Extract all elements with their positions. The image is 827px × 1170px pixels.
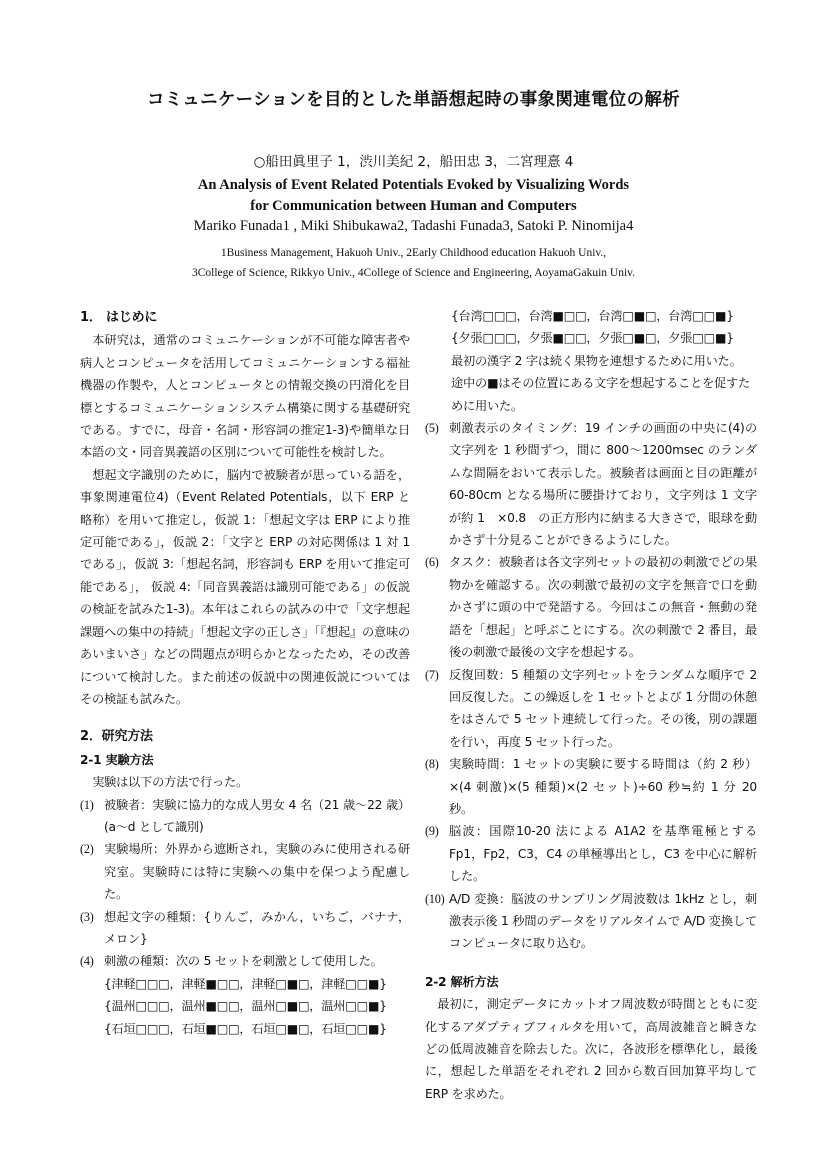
item-text: 反復回数：5 種類の文字列セットをランダムな順序で 2 回反復した。この繰返しを 1 セットとよび 1 分間の休憩をはさんで 5 セット連続して行った。その後，別の課題を行い，再度 5 セット行った。: [449, 667, 757, 749]
stimulus-note: 途中の■はその位置にある文字を想起することを促すために用いた。: [451, 376, 751, 413]
stimulus-set: {津軽□□□，津軽■□□，津軽□■□，津軽□□■}: [104, 976, 387, 991]
list-item: [425, 417, 757, 551]
item-text: 想起文字の種類：{りんご，みかん，いちご，バナナ，メロン}: [104, 909, 410, 946]
item-number: (4): [80, 954, 94, 969]
item-text: 脳波：国際10-20 法による A1A2 を基準電極とする Fp1，Fp2，C3，C4 の単極導出とし，C3 を中心に解析した。: [449, 824, 757, 884]
item-number: (9): [425, 824, 439, 839]
list-item: [80, 794, 410, 839]
item-text: 実験時間：1 セットの実験に要する時間は（約 2 秒）×(4 刺激)×(5 種類)×(2 セット)÷60 秒≒約 1 分 20 秒。: [449, 757, 757, 816]
list-item: [425, 888, 757, 955]
stimulus-sets-continued: [451, 305, 757, 417]
section2-heading: 2．研究方法: [80, 729, 153, 745]
english-title: [0, 175, 827, 217]
authors-english: Mariko Funada1 , Miki Shibukawa2, Tadashi Funada3, Satoki P. Ninomija4: [193, 218, 634, 234]
stimulus-note: 最初の漢字 2 字は続く果物を連想するために用いた。: [451, 353, 742, 368]
item-number: (8): [425, 757, 439, 772]
item-number: (1): [80, 797, 94, 812]
section1-paragraph1: 本研究は，通常のコミュニケーションが不可能な障害者や病人とコンピュータを活用してコミュニケーションする福祉機器の作製や，人とコンピュータとの情報交換の円滑化を目標とするコミュニケーションシステム構築に関する基礎研究である。すでに，母音・名詞・形容詞の推定1-3)や簡単な日本語の文・同音異義語の区別について可能性を検討した。: [80, 333, 410, 460]
section2-2-heading: 2-2 解析方法: [425, 974, 499, 989]
list-item: [80, 838, 410, 905]
paper-title: コミュニケーションを目的とした単語想起時の事象関連電位の解析: [147, 90, 680, 110]
stimulus-sets: [104, 973, 410, 1040]
authors-japanese: ○船田眞里子 1，渋川美紀 2，船田忠 3，二宮理憙 4: [253, 154, 574, 170]
stimulus-set: {夕張□□□，夕張■□□，夕張□■□，夕張□□■}: [451, 331, 734, 346]
item-number: (7): [425, 667, 439, 682]
list-item: [425, 551, 757, 663]
list-item: [80, 906, 410, 951]
list-item: [425, 664, 757, 754]
stimulus-set: {温州□□□，温州■□□，温州□■□，温州□□■}: [104, 999, 387, 1014]
stimulus-set: {石垣□□□，石垣■□□，石垣□■□，石垣□□■}: [104, 1021, 387, 1036]
list-item: [80, 950, 410, 972]
affiliations-line1: 1Business Management, Hakuoh Univ., 2Early Childhood education Hakuoh Univ.,: [220, 247, 607, 259]
section2-1-heading: 2-1 実験方法: [80, 752, 154, 767]
english-title-line1: An Analysis of Event Related Potentials Evoked by Visualizing Words: [197, 177, 630, 193]
section1-paragraph2: 想起文字識別のために，脳内で被験者が思っている語を，事象関連電位4)（Event Related Potentials，以下 ERP と略称）を用いて推定し，仮説 1：「想起文字は ERP により推定可能である」，仮説 2：「文字と ERP の対応関係は 1 対 1 である」，仮説 3:「想起名詞，形容詞も ERP を用いて推定可能である」， 仮説 4:「同音異義語は識別可能である」の仮説の検証を試みた1-3)。本年はこれらの試みの中で「文字想起課題への集中の持続」「想起文字の正しさ」「『想起』の意味のあいまいさ」などの問題点が明らかとなったため，その改善について検討した。また前述の仮説中の関連仮説についてはその検証も試みた。: [80, 467, 410, 706]
item-number: (6): [425, 555, 439, 570]
section1-heading: 1． はじめに: [80, 310, 158, 325]
stimulus-set: {台湾□□□，台湾■□□，台湾□■□，台湾□□■}: [451, 309, 734, 323]
item-text: 被験者：実験に協力的な成人男女 4 名（21 歳～22 歳）(a～d として識別): [104, 797, 410, 834]
section2-1-intro: 実験は以下の方法で行った。: [92, 775, 249, 790]
item-text: 実験場所：外界から遮断され，実験のみに使用される研究室。実験時には特に実験への集中を保つよう配慮した。: [104, 842, 410, 902]
english-title-line2: for Communication between Human and Computers: [250, 198, 577, 214]
item-number: (3): [80, 909, 94, 924]
list-item: [425, 753, 757, 820]
item-number: (10): [425, 891, 445, 906]
item-number: (2): [80, 842, 94, 857]
list-item: [425, 820, 757, 887]
item-number: (5): [425, 421, 439, 436]
item-text: 刺激の種類：次の 5 セットを刺激として使用した。: [104, 954, 383, 969]
affiliations-line2: 3College of Science, Rikkyo Univ., 4College of Science and Engineering, AoyamaGakuin Univ.: [191, 267, 636, 279]
section2-2-paragraph: 最初に，測定データにカットオフ周波数が時間とともに変化するアダプティブフィルタを用いて，高周波雑音と瞬きなどの低周波雑音を除去した。次に，各波形を標準化し，最後に，想起した単語をそれぞれ 2 回から数百回加算平均して ERP を求めた。: [425, 997, 757, 1101]
item-text: タスク：被験者は各文字列セットの最初の刺激でどの果物かを確認する。次の刺激で最初の文字を無音で口を動かさずに頭の中で発語する。今回はこの無音・無動の発語を「想起」と呼ぶことにする。次の刺激で 2 番目，最後の刺激で最後の文字を想起する。: [449, 555, 757, 660]
right-column: [425, 305, 757, 1105]
item-text: A/D 変換：脳波のサンプリング周波数は 1kHz とし，刺激表示後 1 秒間のデータをリアルタイムで A/D 変換してコンピュータに取り込む。: [449, 891, 757, 951]
left-column: [80, 307, 410, 1040]
item-text: 刺激表示のタイミング：19 インチの画面の中央に(4)の文字列を 1 秒間ずつ，間に 800～1200msec のランダムな間隔をおいて表示した。被験者は画面と目の距離が 60-80cm となる場所に腰掛けており，文字列は 1 文字が約 1 ×0.8 の正方形内に納まる大きさで，眼球を動かさず十分見ることができるようにした。: [449, 421, 757, 548]
